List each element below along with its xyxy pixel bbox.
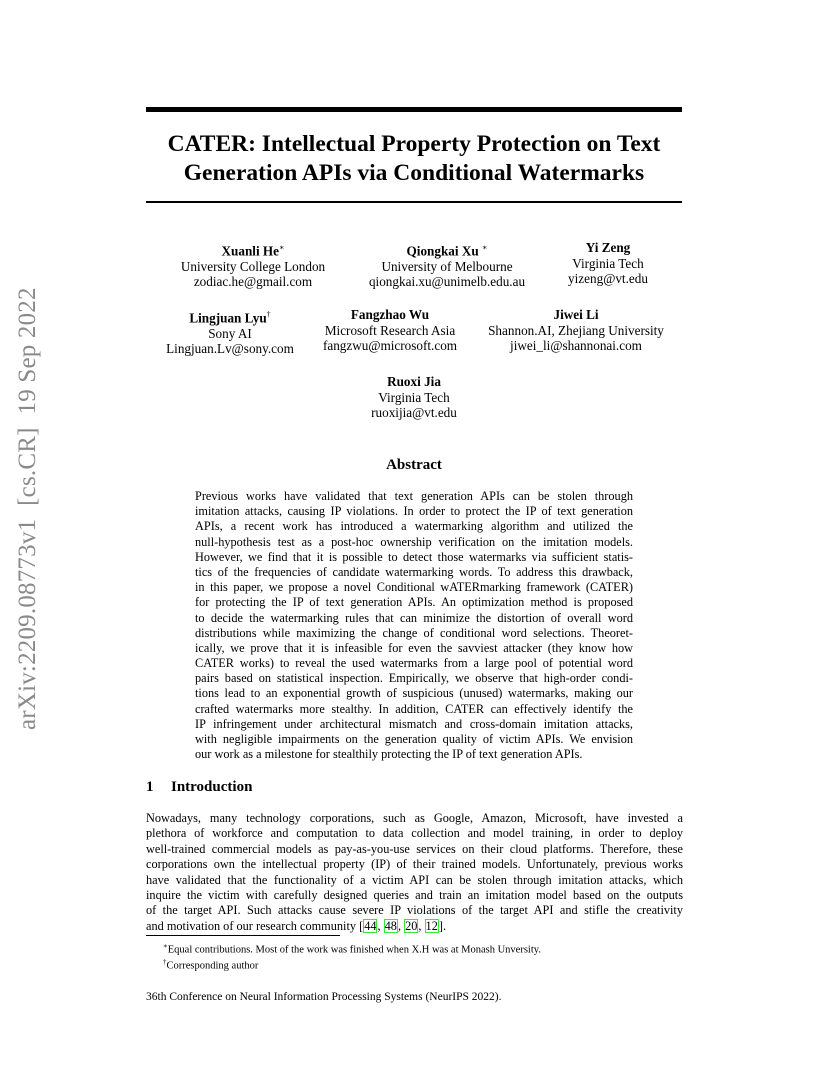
author-email[interactable]: yizeng@vt.edu bbox=[568, 271, 648, 286]
author-email[interactable]: Lingjuan.Lv@sony.com bbox=[166, 341, 294, 357]
abstract-line: APIs, a recent work has introduced a watermarking algorithm and utilized the bbox=[195, 519, 633, 534]
intro-line-suffix: ]. bbox=[438, 918, 447, 933]
author-affiliation: Microsoft Research Asia bbox=[324, 322, 456, 338]
intro-line: plethora of workforce and computation to data collection and model training, in order to deploy bbox=[146, 826, 683, 841]
abstract-line: crafted watermarks more stealthy. In addition, CATER can effectively identify the bbox=[195, 701, 633, 716]
arxiv-identifier: arXiv:2209.08773v1 [cs.CR] 19 Sep 2022 bbox=[14, 287, 41, 730]
author-affiliation: University of Melbourne bbox=[381, 258, 513, 274]
footnote bbox=[163, 940, 541, 957]
section-title: Introduction bbox=[171, 779, 253, 795]
footnote-rule bbox=[146, 935, 340, 936]
title-top-rule bbox=[146, 107, 682, 112]
section-number: 1 bbox=[146, 779, 154, 795]
footnote-text: Corresponding author bbox=[166, 960, 259, 972]
abstract-line: distributions while maximizing the change of conditional word selections. Theoret- bbox=[195, 625, 633, 640]
abstract-line: tics of the frequencies of candidate watermarking words. To address this drawback, bbox=[195, 564, 633, 579]
author-email[interactable]: ruoxijia@vt.edu bbox=[371, 405, 457, 420]
conference-note: 36th Conference on Neural Information Processing Systems (NeurIPS 2022). bbox=[146, 991, 502, 1003]
author-affiliation: Sony AI bbox=[208, 325, 252, 341]
author-block bbox=[354, 374, 474, 421]
abstract-body bbox=[195, 489, 633, 762]
author-block bbox=[172, 240, 334, 290]
abstract-line: IP infringement under architectural mismatch and cross-domain imitation attacks, bbox=[195, 716, 633, 731]
title-bottom-rule bbox=[146, 201, 682, 203]
author-email[interactable]: qiongkai.xu@unimelb.edu.au bbox=[368, 274, 526, 290]
citation-link[interactable]: 20 bbox=[405, 918, 418, 933]
author-email[interactable]: fangzwu@microsoft.com bbox=[322, 338, 458, 353]
abstract-line: our work as a milestone for stealthily protecting the IP of text generation APIs. bbox=[195, 747, 583, 762]
paper-title bbox=[146, 130, 682, 188]
abstract-line: However, we find that it is possible to detect those watermarks via sufficient statis- bbox=[195, 549, 633, 564]
abstract-heading: Abstract bbox=[386, 457, 442, 473]
intro-line: of the target API. Such attacks cause severe IP violations of the target API and stifle the creativity bbox=[146, 903, 683, 918]
author-mark: † bbox=[266, 310, 271, 319]
abstract-line: to decide the watermarking rules that can minimize the distortion of overall word bbox=[195, 610, 633, 625]
introduction-body bbox=[146, 811, 683, 934]
abstract-line: imitation attacks, causing IP violations. In order to protect the IP of text generation bbox=[195, 504, 633, 519]
author-name: Qiongkai Xu bbox=[406, 243, 483, 259]
author-block bbox=[160, 307, 300, 357]
author-name: Ruoxi Jia bbox=[387, 374, 441, 389]
citation-link[interactable]: 12 bbox=[425, 918, 438, 933]
citation-link[interactable]: 48 bbox=[384, 918, 397, 933]
author-name: Yi Zeng bbox=[585, 240, 631, 255]
title-line-2: Generation APIs via Conditional Watermarks bbox=[183, 160, 645, 186]
author-name: Lingjuan Lyu bbox=[189, 310, 267, 326]
abstract-line: ically, we prove that it is infeasible for even the savviest attacker (they know how bbox=[195, 640, 633, 655]
abstract-line: in this paper, we propose a novel Conditional wATERmarking framework (CATER) bbox=[195, 580, 633, 595]
author-mark: ∗ bbox=[279, 243, 285, 252]
author-affiliation: Shannon.AI, Zhejiang University bbox=[488, 322, 664, 338]
author-block bbox=[558, 240, 658, 287]
intro-line: have validated that the functionality of a victim API can be stolen through imitation attacks, which bbox=[146, 872, 683, 887]
author-block bbox=[362, 240, 532, 290]
author-affiliation: University College London bbox=[180, 258, 326, 274]
author-affiliation: Virginia Tech bbox=[378, 389, 450, 405]
author-block bbox=[315, 307, 465, 354]
section-heading bbox=[146, 779, 252, 796]
abstract-line: with negligible impairments on the generation quality of victim APIs. We envision bbox=[195, 732, 633, 746]
footnote bbox=[163, 956, 258, 973]
abstract-line: pairs based on statistical inspection. Empirically, we observe that high-order condi- bbox=[195, 671, 633, 686]
author-block bbox=[476, 307, 676, 354]
intro-line: Nowadays, many technology corporations, such as Google, Amazon, Microsoft, have invested a bbox=[146, 811, 683, 825]
intro-line-prefix: and motivation of our research community [ bbox=[146, 918, 364, 933]
abstract-line: for protecting the IP of text generation APIs. An optimization method is proposed bbox=[195, 595, 633, 610]
author-email[interactable]: jiwei_li@shannonai.com bbox=[510, 338, 642, 353]
intro-line: and motivation of our research community [44, 48, 20, 12]. bbox=[146, 918, 447, 933]
citation-link[interactable]: 44 bbox=[364, 918, 377, 933]
footnote-text: Equal contributions. Most of the work was finished when X.H was at Monash Unversity. bbox=[167, 944, 541, 956]
abstract-line: CATER works) to reveal the used watermarks from a large pool of potential word bbox=[195, 656, 633, 671]
intro-line: well-trained commercial models as pay-as-you-use services on their cloud platforms. Therefore, these bbox=[146, 841, 683, 856]
abstract-line: tions lead to an exponential growth of suspicious (unused) watermarks, making our bbox=[195, 686, 633, 701]
intro-line: corporations own the intellectual property (IP) of their trained models. Unfortunately, previous works bbox=[146, 857, 683, 872]
footnote-mark: ∗ bbox=[163, 942, 168, 950]
author-mark: ∗ bbox=[482, 243, 488, 252]
author-email[interactable]: zodiac.he@gmail.com bbox=[193, 274, 313, 290]
author-name: Fangzhao Wu bbox=[350, 307, 430, 322]
footnote-mark: † bbox=[163, 958, 167, 966]
abstract-line: Previous works have validated that text generation APIs can be stolen through bbox=[195, 489, 633, 503]
author-name: Jiwei Li bbox=[553, 307, 599, 322]
author-affiliation: Virginia Tech bbox=[572, 255, 644, 271]
author-name: Xuanli He bbox=[221, 243, 280, 259]
intro-line: inquire the victim with carefully designed queries and train an imitation model based on the outputs bbox=[146, 887, 683, 902]
abstract-line: null-hypothesis test as a post-hoc ownership verification on the imitation models. bbox=[195, 534, 633, 549]
title-line-1: CATER: Intellectual Property Protection on Text bbox=[167, 131, 661, 157]
